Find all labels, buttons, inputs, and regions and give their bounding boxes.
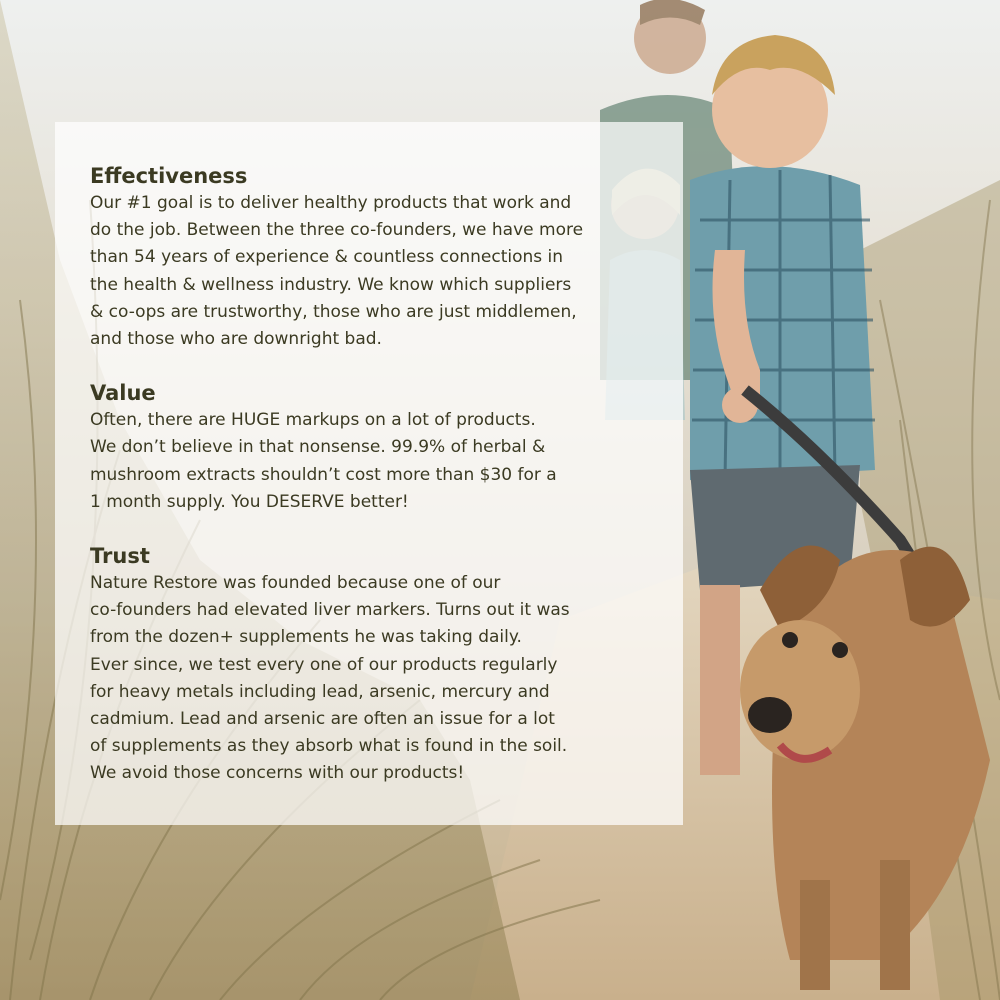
section-text-line: Our #1 goal is to deliver healthy products that work and [90,193,572,213]
section-text-line: cadmium. Lead and arsenic are often an issue for a lot [90,709,555,730]
section-text-line: do the job. Between the three co-founders, we have more [90,220,584,241]
section-text-line: & co-ops are trustworthy, those who are just middlemen, [90,301,577,322]
section-text-line: co-founders had elevated liver markers. Turns out it was [90,600,570,621]
section-text-line: We avoid those concerns with our products! [90,763,465,784]
section-heading: Trust [90,544,150,569]
section-text-line: Ever since, we test every one of our products regularly [90,654,558,675]
section-value [90,379,683,516]
section-text-line: Nature Restore was founded because one of our [90,573,501,594]
section-text-line: 1 month supply. You DESERVE better! [90,491,409,512]
section-heading: Value [90,381,156,406]
section-text-line: from the dozen+ supplements he was taking daily. [90,627,522,648]
section-text-line: for heavy metals including lead, arsenic, mercury and [90,681,550,702]
section-text-line: the health & wellness industry. We know which suppliers [90,274,572,295]
text-panel [55,122,683,825]
section-text-line: than 54 years of experience & countless connections in [90,247,564,268]
section-text-line: Often, there are HUGE markups on a lot of products. [90,410,536,431]
section-heading: Effectiveness [90,164,248,188]
section-effectiveness [90,162,683,353]
section-text-line: of supplements as they absorb what is found in the soil. [90,736,568,757]
section-text-line: We don’t believe in that nonsense. 99.9% of herbal & [90,437,546,458]
section-text-line: and those who are downright bad. [90,329,382,350]
section-trust [90,542,683,788]
section-text-line: mushroom extracts shouldn’t cost more than $30 for a [90,464,557,485]
